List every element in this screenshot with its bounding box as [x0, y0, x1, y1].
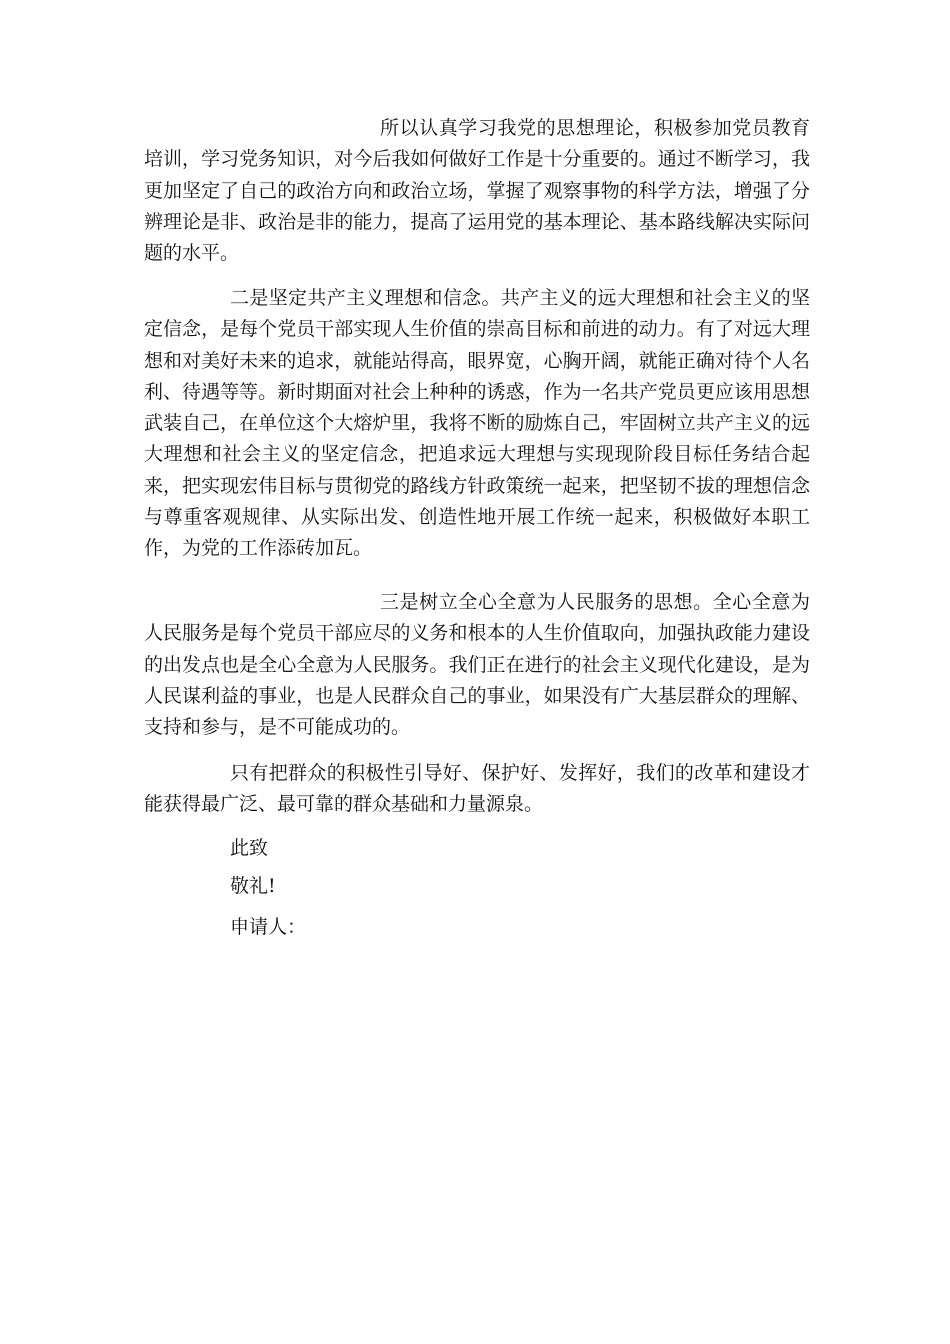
paragraph-masses-enthusiasm: 只有把群众的积极性引导好、保护好、发挥好，我们的改革和建设才能获得最广泛、最可靠的群众基础和力量源泉。 — [144, 762, 810, 816]
applicant-label: 申请人： — [230, 916, 307, 938]
paragraph-study-theory: 所以认真学习我党的思想理论，积极参加党员教育培训，学习党务知识，对今后我如何做好工作是十分重要的。通过不断学习，我更加坚定了自己的政治方向和政治立场，掌握了观察事物的科学方法，增强了分辨理论是非、政治是非的能力，提高了运用党的基本理论、基本路线解决实际问题的水平。 — [144, 117, 810, 265]
closing-respect: 敬礼! — [230, 875, 276, 897]
paragraph-serve-people: 三是树立全心全意为人民服务的思想。全心全意为人民服务是每个党员干部应尽的义务和根本的人生价值取向，加强执政能力建设的出发点也是全心全意为人民服务。我们正在进行的社会主义现代化建设，是为人民谋利益的事业，也是人民群众自己的事业，如果没有广大基层群众的理解、支持和参与，是不可能成功的。 — [144, 591, 810, 739]
paragraph-ideals-beliefs: 二是坚定共产主义理想和信念。共产主义的远大理想和社会主义的坚定信念，是每个党员干部实现人生价值的崇高目标和前进的动力。有了对远大理想和对美好未来的追求，就能站得高，眼界宽，心胸开阔，就能正确对待个人名利、待遇等等。新时期面对社会上种种的诱惑，作为一名共产党员更应该用思想武装自己，在单位这个大熔炉里，我将不断的励炼自己，牢固树立共产主义的远大理想和社会主义的坚定信念，把追求远大理想与实现现阶段目标任务结合起来，把实现宏伟目标与贯彻党的路线方针政策统一起来，把坚韧不拔的理想信念与尊重客观规律、从实际出发、创造性地开展工作统一起来，积极做好本职工作，为党的工作添砖加瓦。 — [144, 287, 810, 560]
closing-salutation: 此致 — [230, 837, 269, 859]
